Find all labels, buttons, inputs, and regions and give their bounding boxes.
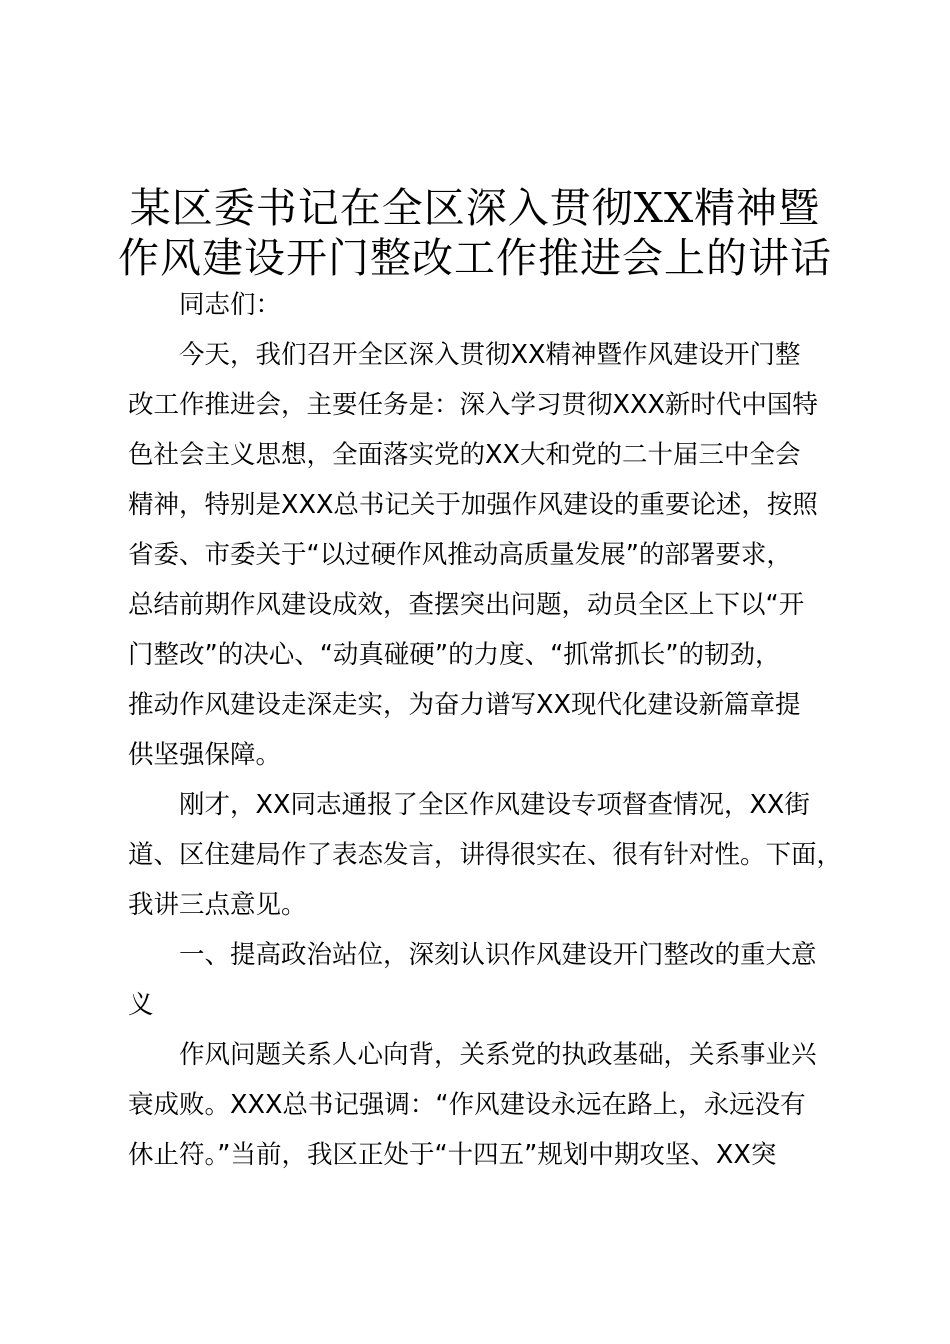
heading-line: 一、提高政治站位，深刻认识作风建设开门整改的重大意 [179,940,817,970]
paragraph [128,330,848,780]
paragraph [128,780,848,930]
section-heading [128,930,848,1030]
paragraph-line: 推动作风建设走深走实，为奋力谱写XX现代化建设新篇章提 [128,690,801,720]
paragraph-line: 门整改”的决心、“动真碰硬”的力度、“抓常抓长”的韧劲， [128,640,781,670]
paragraph-line: 作风问题关系人心向背，关系党的执政基础，关系事业兴 [179,1040,817,1070]
title-line: 作风建设开门整改工作推进会上的讲话 [118,234,832,282]
paragraph-line: 改工作推进会，主要任务是：深入学习贯彻XXX新时代中国特 [128,390,818,420]
paragraph-line: 省委、市委关于“以过硬作风推动高质量发展”的部署要求， [128,540,792,570]
document-title [118,183,832,283]
greeting-text: 同志们： [179,290,282,320]
paragraph [128,1030,848,1180]
paragraph-line: 休止符。”当前，我区正处于“十四五”规划中期攻坚、XX突 [128,1140,777,1170]
paragraph-line: 我讲三点意见。 [128,890,307,920]
title-line: 某区委书记在全区深入贯彻XX精神暨 [129,184,821,232]
greeting [128,280,848,330]
paragraph-line: 色社会主义思想，全面落实党的XX大和党的二十届三中全会 [128,440,801,470]
paragraph-line: 精神，特别是XXX总书记关于加强作风建设的重要论述，按照 [128,490,818,520]
heading-line: 义 [128,990,154,1020]
paragraph-line: 供坚强保障。 [128,740,282,770]
paragraph-line: 衰成败。XXX总书记强调：“作风建设永远在路上，永远没有 [128,1090,806,1120]
paragraph-line: 总结前期作风建设成效，查摆突出问题，动员全区上下以“开 [128,590,805,620]
paragraph-line: 道、区住建局作了表态发言，讲得很实在、很有针对性。下面， [128,840,843,870]
document-body [128,280,848,1180]
paragraph-line: 今天，我们召开全区深入贯彻XX精神暨作风建设开门整 [179,340,801,370]
paragraph-line: 刚才，XX同志通报了全区作风建设专项督查情况，XX街 [179,790,810,820]
